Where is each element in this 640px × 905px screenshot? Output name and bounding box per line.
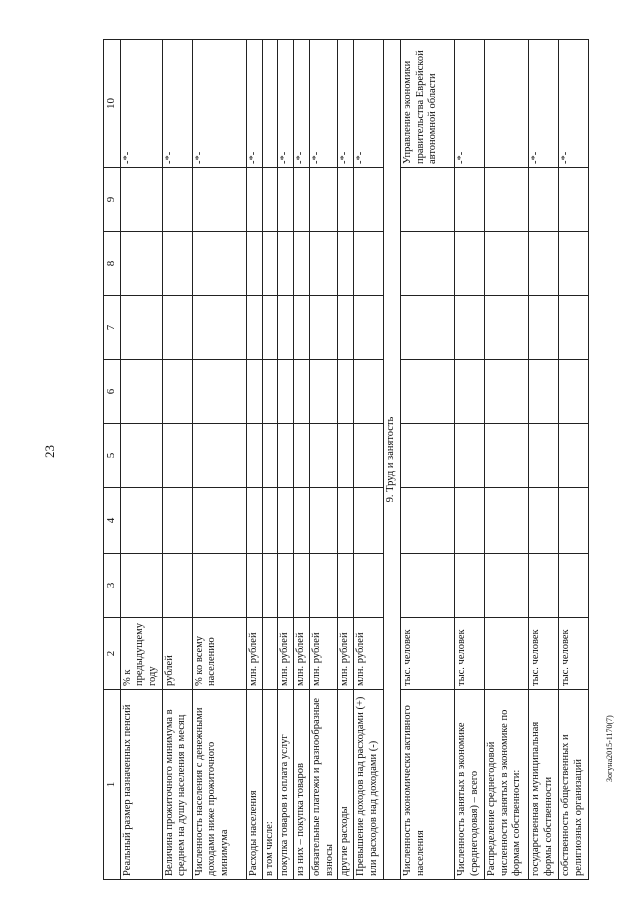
indicator-name-cell: Величина прожиточного минимума в среднем на душу населения в месяц xyxy=(163,690,193,880)
value-cell xyxy=(401,168,455,232)
indicator-name-cell: покупка товаров и оплата услуг xyxy=(278,690,294,880)
value-cell xyxy=(559,296,589,360)
responsible-cell: -*- xyxy=(163,40,193,168)
value-cell xyxy=(163,424,193,488)
responsible-cell: -*- xyxy=(455,40,485,168)
value-cell xyxy=(121,424,163,488)
column-header: 6 xyxy=(104,360,121,424)
indicator-name-cell: Превышение доходов над расходами (+) или расходов над доходами (-) xyxy=(354,690,384,880)
table-row xyxy=(354,40,384,880)
value-cell xyxy=(529,296,559,360)
table-row xyxy=(163,40,193,880)
value-cell xyxy=(310,232,338,296)
value-cell xyxy=(310,424,338,488)
table-row xyxy=(338,40,354,880)
unit-cell: млн. рублей xyxy=(338,618,354,690)
value-cell xyxy=(163,488,193,554)
responsible-cell: -*- xyxy=(247,40,263,168)
value-cell xyxy=(278,360,294,424)
value-cell xyxy=(294,488,310,554)
value-cell xyxy=(455,360,485,424)
value-cell xyxy=(193,360,247,424)
value-cell xyxy=(294,554,310,618)
value-cell xyxy=(163,296,193,360)
indicator-name-cell: другие расходы xyxy=(338,690,354,880)
table-row xyxy=(193,40,247,880)
value-cell xyxy=(294,296,310,360)
value-cell xyxy=(247,488,263,554)
value-cell xyxy=(559,232,589,296)
table-row xyxy=(455,40,485,880)
value-cell xyxy=(193,168,247,232)
indicator-name-cell: Расходы населения xyxy=(247,690,263,880)
unit-cell: млн. рублей xyxy=(278,618,294,690)
value-cell xyxy=(529,232,559,296)
value-cell xyxy=(163,554,193,618)
value-cell xyxy=(338,554,354,618)
data-table xyxy=(103,39,589,880)
column-header: 5 xyxy=(104,424,121,488)
value-cell xyxy=(121,360,163,424)
column-header: 4 xyxy=(104,488,121,554)
value-cell xyxy=(401,360,455,424)
unit-cell xyxy=(485,618,529,690)
indicator-name-cell: Численность экономически активного населения xyxy=(401,690,455,880)
value-cell xyxy=(294,232,310,296)
responsible-cell xyxy=(485,40,529,168)
rotated-table-wrapper xyxy=(103,40,613,880)
table-row xyxy=(310,40,338,880)
value-cell xyxy=(294,360,310,424)
responsible-cell: -*- xyxy=(278,40,294,168)
unit-cell: тыс. человек xyxy=(455,618,485,690)
value-cell xyxy=(278,296,294,360)
table-body xyxy=(104,40,589,880)
value-cell xyxy=(485,554,529,618)
table-row xyxy=(278,40,294,880)
value-cell xyxy=(354,296,384,360)
value-cell xyxy=(278,424,294,488)
value-cell xyxy=(559,554,589,618)
value-cell xyxy=(247,232,263,296)
unit-cell: % к предыдущему году xyxy=(121,618,163,690)
value-cell xyxy=(401,232,455,296)
value-cell xyxy=(263,554,278,618)
value-cell xyxy=(485,488,529,554)
value-cell xyxy=(193,296,247,360)
responsible-cell: -*- xyxy=(193,40,247,168)
value-cell xyxy=(294,424,310,488)
value-cell xyxy=(278,554,294,618)
value-cell xyxy=(485,232,529,296)
unit-cell: тыс. человек xyxy=(529,618,559,690)
value-cell xyxy=(278,168,294,232)
value-cell xyxy=(247,424,263,488)
section-row xyxy=(384,40,401,880)
value-cell xyxy=(294,168,310,232)
value-cell xyxy=(354,488,384,554)
unit-cell: тыс. человек xyxy=(401,618,455,690)
column-header: 7 xyxy=(104,296,121,360)
value-cell xyxy=(529,360,559,424)
table-row xyxy=(485,40,529,880)
unit-cell: млн. рублей xyxy=(294,618,310,690)
indicator-name-cell: Распределение среднегодовой численности занятых в экономике по формам собственности: xyxy=(485,690,529,880)
table-row xyxy=(559,40,589,880)
value-cell xyxy=(338,296,354,360)
value-cell xyxy=(310,360,338,424)
responsible-cell: Управление экономики правительства Еврейской автономной области xyxy=(401,40,455,168)
column-header: 1 xyxy=(104,690,121,880)
responsible-cell: -*- xyxy=(559,40,589,168)
value-cell xyxy=(401,296,455,360)
value-cell xyxy=(247,168,263,232)
unit-cell: рублей xyxy=(163,618,193,690)
value-cell xyxy=(247,296,263,360)
value-cell xyxy=(354,554,384,618)
document-code: Зогуна2015-1170(7) xyxy=(605,715,614,782)
value-cell xyxy=(529,488,559,554)
value-cell xyxy=(278,232,294,296)
value-cell xyxy=(559,424,589,488)
value-cell xyxy=(193,488,247,554)
indicator-name-cell: собственность общественных и религиозных организаций xyxy=(559,690,589,880)
value-cell xyxy=(485,168,529,232)
indicator-name-cell: Численность населения с денежными доходами ниже прожиточного минимума xyxy=(193,690,247,880)
table-row xyxy=(263,40,278,880)
value-cell xyxy=(338,488,354,554)
value-cell xyxy=(529,554,559,618)
value-cell xyxy=(263,296,278,360)
value-cell xyxy=(455,168,485,232)
value-cell xyxy=(338,360,354,424)
value-cell xyxy=(247,554,263,618)
value-cell xyxy=(163,360,193,424)
table-row xyxy=(121,40,163,880)
value-cell xyxy=(401,488,455,554)
value-cell xyxy=(401,424,455,488)
value-cell xyxy=(338,232,354,296)
indicator-name-cell: Реальный размер назначенных пенсий xyxy=(121,690,163,880)
responsible-cell: -*- xyxy=(121,40,163,168)
indicator-name-cell: из них – покупка товаров xyxy=(294,690,310,880)
value-cell xyxy=(263,232,278,296)
value-cell xyxy=(455,296,485,360)
responsible-cell: -*- xyxy=(294,40,310,168)
value-cell xyxy=(263,424,278,488)
indicator-name-cell: обязательные платежи и разнообразные взносы xyxy=(310,690,338,880)
value-cell xyxy=(121,488,163,554)
value-cell xyxy=(310,554,338,618)
page-number: 23 xyxy=(42,445,57,458)
value-cell xyxy=(263,488,278,554)
value-cell xyxy=(121,232,163,296)
table-row xyxy=(247,40,263,880)
value-cell xyxy=(163,168,193,232)
value-cell xyxy=(354,168,384,232)
unit-cell: млн. рублей xyxy=(247,618,263,690)
value-cell xyxy=(455,488,485,554)
header-row xyxy=(104,40,121,880)
value-cell xyxy=(263,360,278,424)
value-cell xyxy=(310,296,338,360)
value-cell xyxy=(529,424,559,488)
value-cell xyxy=(559,360,589,424)
value-cell xyxy=(559,168,589,232)
column-header: 9 xyxy=(104,168,121,232)
unit-cell xyxy=(263,618,278,690)
column-header: 8 xyxy=(104,232,121,296)
unit-cell: тыс. человек xyxy=(559,618,589,690)
column-header: 3 xyxy=(104,554,121,618)
responsible-cell: -*- xyxy=(310,40,338,168)
value-cell xyxy=(529,168,559,232)
unit-cell: млн. рублей xyxy=(354,618,384,690)
value-cell xyxy=(559,488,589,554)
value-cell xyxy=(247,360,263,424)
responsible-cell xyxy=(263,40,278,168)
value-cell xyxy=(455,232,485,296)
value-cell xyxy=(455,424,485,488)
value-cell xyxy=(278,488,294,554)
value-cell xyxy=(121,168,163,232)
unit-cell: млн. рублей xyxy=(310,618,338,690)
indicator-name-cell: Численность занятых в экономике (среднегодовая) – всего xyxy=(455,690,485,880)
value-cell xyxy=(193,232,247,296)
value-cell xyxy=(455,554,485,618)
value-cell xyxy=(354,360,384,424)
table-row xyxy=(401,40,455,880)
value-cell xyxy=(121,554,163,618)
value-cell xyxy=(401,554,455,618)
value-cell xyxy=(485,360,529,424)
unit-cell: % ко всему населению xyxy=(193,618,247,690)
value-cell xyxy=(121,296,163,360)
section-title: 9. Труд и занятость xyxy=(384,40,401,880)
value-cell xyxy=(354,232,384,296)
column-header: 10 xyxy=(104,40,121,168)
value-cell xyxy=(354,424,384,488)
value-cell xyxy=(485,424,529,488)
value-cell xyxy=(485,296,529,360)
indicator-name-cell: государственная и муниципальная формы собственности xyxy=(529,690,559,880)
value-cell xyxy=(193,554,247,618)
responsible-cell: -*- xyxy=(354,40,384,168)
value-cell xyxy=(263,168,278,232)
value-cell xyxy=(163,232,193,296)
column-header: 2 xyxy=(104,618,121,690)
responsible-cell: -*- xyxy=(529,40,559,168)
value-cell xyxy=(338,168,354,232)
value-cell xyxy=(338,424,354,488)
table-row xyxy=(294,40,310,880)
table-row xyxy=(529,40,559,880)
value-cell xyxy=(310,168,338,232)
responsible-cell: -*- xyxy=(338,40,354,168)
indicator-name-cell: в том числе: xyxy=(263,690,278,880)
value-cell xyxy=(310,488,338,554)
value-cell xyxy=(193,424,247,488)
